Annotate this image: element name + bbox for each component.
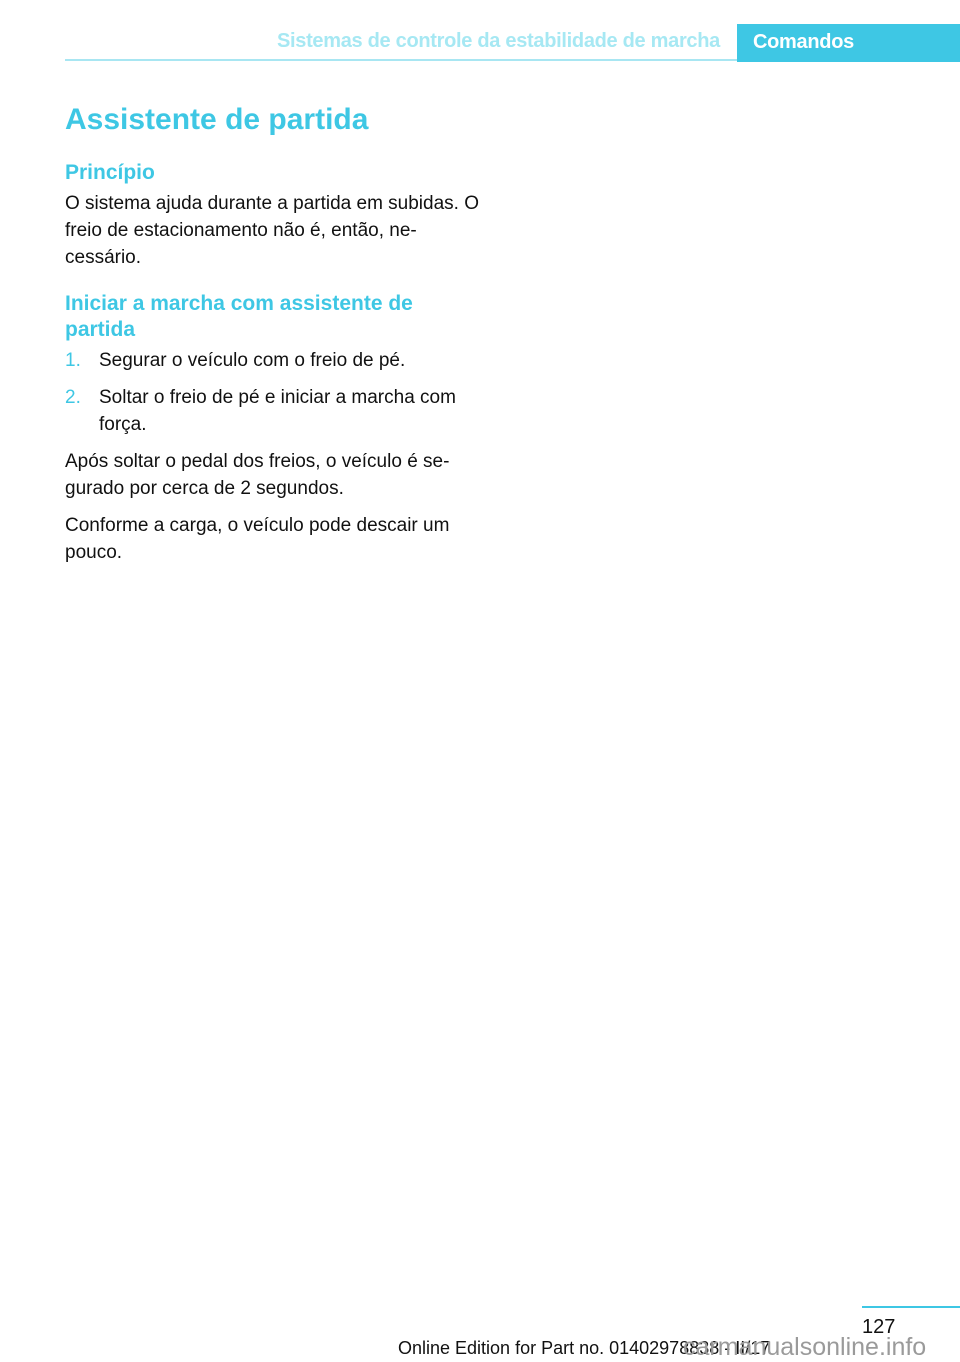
section-heading-principle: Princípio [65,161,155,184]
step-text: Segurar o veículo com o freio de pé. [99,350,406,371]
section-heading-start: Iniciar a marcha com assistente de partida [65,292,413,341]
paragraph: Conforme a carga, o veículo pode descair um pouco. [65,515,450,563]
step-number: 2. [65,387,81,408]
page-number: 127 [862,1316,896,1338]
chapter-tab-label: Comandos [753,31,854,53]
list-item [65,347,485,374]
header-section-title: Sistemas de controle da estabilidade de marcha [276,30,720,52]
step-text: Soltar o freio de pé e iniciar a marcha com força. [99,387,456,435]
page-content [65,100,485,576]
watermark: carmanualsonline.info [683,1333,927,1361]
footer-rule [862,1306,960,1308]
step-number: 1. [65,350,81,371]
header-rule [65,59,737,61]
list-item [65,384,485,438]
steps-list [65,347,485,438]
paragraph: Após soltar o pedal dos freios, o veículo é se- gurado por cerca de 2 segundos. [65,451,450,499]
page-title: Assistente de partida [65,103,369,136]
paragraph: O sistema ajuda durante a partida em subidas. O freio de estacionamento não é, então, ne- cessário. [65,193,480,268]
edition-note: Online Edition for Part no. 01402978838 - II/17 [398,1338,771,1358]
chapter-tab [737,24,960,62]
